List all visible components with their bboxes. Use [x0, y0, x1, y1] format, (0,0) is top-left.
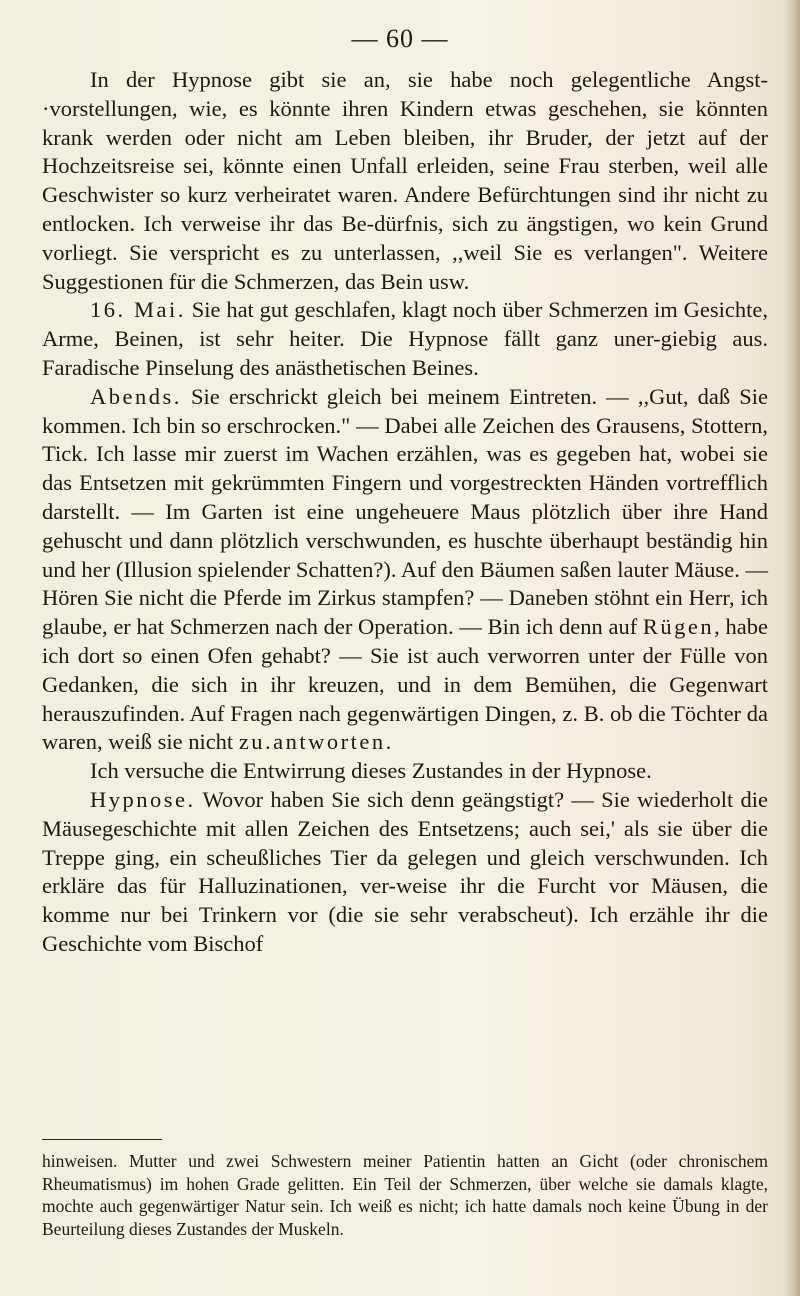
- page-number: — 60 —: [351, 24, 449, 53]
- date-heading-16-mai: 16. Mai.: [90, 297, 186, 323]
- heading-abends: Abends.: [90, 383, 182, 409]
- footnote-separator: [42, 1139, 162, 1140]
- heading-hypnose: Hypnose.: [90, 786, 196, 812]
- paragraph-abends-end: .: [385, 729, 392, 755]
- paragraph-hypnose-text: Wovor haben Sie sich denn geängstigt? — Sie wiederholt die Mäusegeschichte mit allen Zeichen des Entsetzens; auch sei,' als sie über die Treppe ging, ein scheußliches Tier da gelegen und gleich verschwunden. Ich erkläre das für Halluzinationen, ver-weise ihr die Furcht vor Mäusen, die komme nur bei Trinkern vor (die sie sehr verabscheut). Ich erzähle ihr die Geschichte vom Bischof: [42, 786, 768, 956]
- footnote-text: hinweisen. Mutter und zwei Schwestern meiner Patientin hatten an Gicht (oder chronischem Rheumatismus) im hohen Grade gelitten. Ein Teil der Schmerzen, über welche sie damals klagte, mochte auch gegenwärtiger Natur sein. Ich weiß es nicht; ich hatte damals noch keine Übung in der Beurteilung dieses Zustandes der Muskeln.: [42, 1151, 768, 1239]
- paragraph-hypnose-angst: In der Hypnose gibt sie an, sie habe noch gelegentliche Angst-·vorstellungen, wie, es könnte ihren Kindern etwas geschehen, sie könnten krank werden oder nicht am Leben bleiben, ihr Bruder, der jetzt auf der Hochzeitsreise sei, könnte einen Unfall erleiden, seine Frau sterben, weil alle Geschwister so kurz verheiratet waren. Andere Befürchtungen sind ihr nicht zu entlocken. Ich verweise ihr das Be-dürfnis, sich zu ängstigen, wo kein Grund vorliegt. Sie verspricht es zu unterlassen, ,,weil Sie es verlangen". Weitere Suggestionen für die Schmerzen, das Bein usw.: [42, 67, 768, 294]
- page-edge-shadow: [784, 0, 800, 1296]
- place-ruegen: Rügen: [642, 614, 715, 640]
- paragraph-abends-text: Sie erschrickt gleich bei meinem Eintreten. — ,,Gut, daß Sie kommen. Ich bin so erschrocken." — Dabei alle Zeichen des Grausens, Stottern, Tick. Ich lasse mir zuerst im Wachen erzählen, was es gegeben hat, wobei sie das Entsetzen mit gekrümmten Fingern und vorgestreckten Händen vortrefflich darstellt. — Im Garten ist eine ungeheuere Maus plötzlich über ihre Hand gehuscht und dann plötzlich verschwunden, es huschte überhaupt beständig hin und her (Illusion spielender Schatten?). Auf den Bäumen saßen lauter Mäuse. — Hören Sie nicht die Pferde im Zirkus stampfen? — Daneben stöhnt ein Herr, ich glaube, er hat Schmerzen nach der Operation. — Bin ich denn auf: [42, 383, 768, 640]
- paragraph-abends-continued: , habe ich dort so einen Ofen gehabt? — Sie ist auch verworren unter der Fülle von Gedanken, die sich in ihr kreuzen, und in dem Bemühen, die Gegenwart herauszufinden. Auf Fragen nach gegenwärtigen Dingen, z. B. ob die Töchter da waren, weiß sie nicht: [42, 614, 768, 755]
- word-zu-antworten: zu.antworten: [238, 729, 386, 755]
- paragraph-16-mai: [42, 296, 768, 382]
- main-text: [42, 66, 768, 959]
- paragraph-entwirrung: Ich versuche die Entwirrung dieses Zustandes in der Hypnose.: [90, 758, 652, 784]
- paragraph-abends: [42, 383, 768, 757]
- footnote: [42, 1150, 768, 1240]
- paragraph-hypnose-dialog: [42, 786, 768, 959]
- paragraph-16-mai-text: Sie hat gut geschlafen, klagt noch über Schmerzen im Gesichte, Arme, Beinen, ist sehr heiter. Die Hypnose fällt ganz uner-giebig aus. Faradische Pinselung des anästhetischen Beines.: [42, 297, 768, 380]
